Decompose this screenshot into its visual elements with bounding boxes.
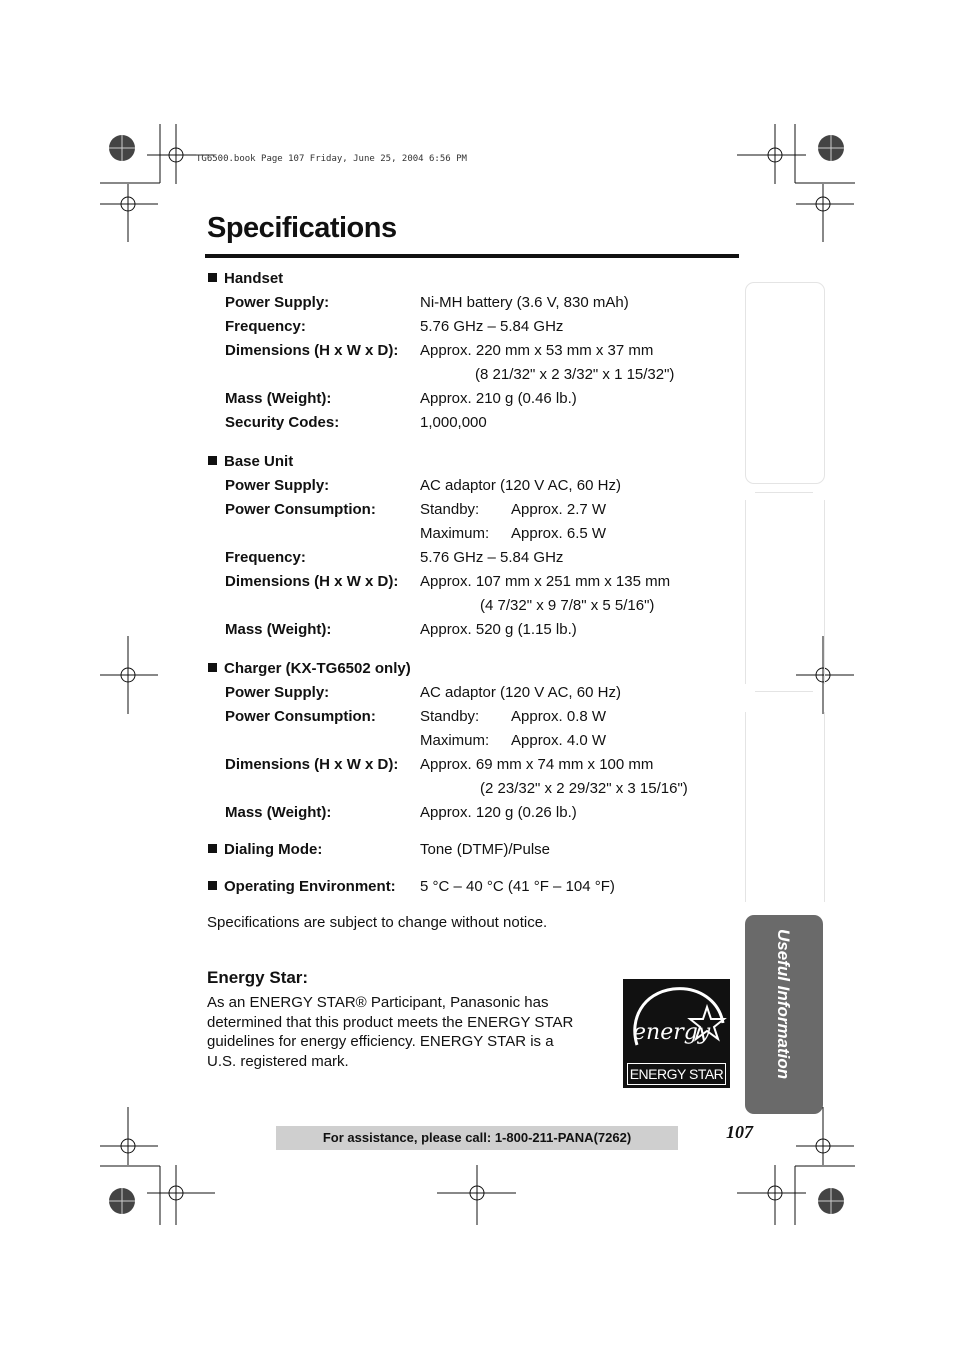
spec-label: Mass (Weight): bbox=[225, 621, 332, 638]
side-tab-useful-information[interactable] bbox=[745, 915, 823, 1114]
spec-value-inches: (2 23/32" x 2 29/32" x 3 15/16") bbox=[480, 780, 688, 797]
spec-label: Mass (Weight): bbox=[225, 390, 332, 407]
spec-value: Approx. 6.5 W bbox=[511, 525, 607, 542]
spec-value: Approx. 210 g (0.46 lb.) bbox=[420, 390, 577, 407]
spec-value: 5.76 GHz – 5.84 GHz bbox=[420, 318, 564, 335]
section-heading: Base Unit bbox=[224, 453, 294, 470]
page-number: 107 bbox=[726, 1122, 753, 1142]
bullet-square-icon bbox=[208, 881, 217, 890]
assistance-footer: For assistance, please call: 1-800-211-PANA(7262) bbox=[276, 1126, 678, 1150]
spec-value-inches: (4 7/32" x 9 7/8" x 5 5/16") bbox=[480, 597, 655, 614]
spec-value: 5.76 GHz – 5.84 GHz bbox=[420, 549, 564, 566]
spec-value: AC adaptor (120 V AC, 60 Hz) bbox=[420, 684, 621, 701]
spec-value: Approx. 120 g (0.26 lb.) bbox=[420, 804, 577, 821]
section-heading: Dialing Mode: bbox=[224, 841, 323, 858]
spec-sublabel: Standby: bbox=[420, 708, 480, 725]
spec-label: Dimensions (H x W x D): bbox=[225, 756, 399, 773]
energy-star-text-line: determined that this product meets the ENERGY STAR bbox=[207, 1014, 574, 1031]
section-base-unit bbox=[208, 453, 293, 470]
spec-label: Power Supply: bbox=[225, 684, 330, 701]
spec-value: Approx. 4.0 W bbox=[511, 732, 607, 749]
spec-label: Power Supply: bbox=[225, 294, 330, 311]
spec-value: Ni-MH battery (3.6 V, 830 mAh) bbox=[420, 294, 629, 311]
side-tab-label: Useful Information bbox=[774, 929, 793, 1080]
spec-value: AC adaptor (120 V AC, 60 Hz) bbox=[420, 477, 621, 494]
spec-value: Tone (DTMF)/Pulse bbox=[420, 841, 551, 858]
spec-sublabel: Maximum: bbox=[420, 525, 490, 542]
spec-label: Power Consumption: bbox=[225, 501, 376, 518]
section-heading: Handset bbox=[224, 270, 284, 287]
section-charger bbox=[208, 660, 411, 677]
side-tab-frame bbox=[745, 282, 825, 484]
spec-label: Power Supply: bbox=[225, 477, 330, 494]
spec-value: Approx. 220 mm x 53 mm x 37 mm bbox=[420, 342, 654, 359]
spec-label: Security Codes: bbox=[225, 414, 340, 431]
spec-value: Approx. 69 mm x 74 mm x 100 mm bbox=[420, 756, 654, 773]
side-tab-frame bbox=[745, 500, 825, 684]
side-tab-frame bbox=[745, 712, 825, 902]
spec-label: Dimensions (H x W x D): bbox=[225, 573, 399, 590]
title-rule bbox=[205, 254, 739, 258]
energy-script-text: energy bbox=[633, 1020, 711, 1045]
spec-value-inches: (8 21/32" x 2 3/32" x 1 15/32") bbox=[475, 366, 675, 383]
spec-sublabel: Standby: bbox=[420, 501, 480, 518]
spec-label: Frequency: bbox=[225, 549, 306, 566]
change-notice: Specifications are subject to change without notice. bbox=[207, 914, 548, 931]
spec-value: 1,000,000 bbox=[420, 414, 487, 431]
energy-star-text-line: As an ENERGY STAR® Participant, Panasonic has bbox=[207, 994, 549, 1011]
spec-value: Approx. 2.7 W bbox=[511, 501, 607, 518]
spec-value: Approx. 0.8 W bbox=[511, 708, 607, 725]
spec-label: Frequency: bbox=[225, 318, 306, 335]
spec-value: Approx. 107 mm x 251 mm x 135 mm bbox=[420, 573, 671, 590]
spec-value: Approx. 520 g (1.15 lb.) bbox=[420, 621, 577, 638]
section-dialing-mode bbox=[208, 841, 322, 858]
energy-star-text-line: U.S. registered mark. bbox=[207, 1053, 349, 1070]
section-handset bbox=[208, 270, 283, 287]
energy-star-logo bbox=[623, 979, 730, 1088]
spec-value: 5 °C – 40 °C (41 °F – 104 °F) bbox=[420, 878, 615, 895]
bullet-square-icon bbox=[208, 844, 217, 853]
bullet-square-icon bbox=[208, 456, 217, 465]
energy-star-text-line: guidelines for energy efficiency. ENERGY STAR is a bbox=[207, 1033, 554, 1050]
section-heading: Charger (KX-TG6502 only) bbox=[224, 660, 411, 677]
print-info-line: TG6500.book Page 107 Friday, June 25, 2004 6:56 PM bbox=[196, 154, 467, 164]
energy-star-logo-text: ENERGY STAR bbox=[627, 1063, 726, 1085]
spec-label: Power Consumption: bbox=[225, 708, 376, 725]
section-operating-environment bbox=[208, 878, 396, 895]
bullet-square-icon bbox=[208, 663, 217, 672]
spec-sublabel: Maximum: bbox=[420, 732, 490, 749]
spec-label: Mass (Weight): bbox=[225, 804, 332, 821]
page-title: Specifications bbox=[207, 212, 397, 244]
side-tab-divider bbox=[755, 691, 813, 692]
energy-star-emblem-icon bbox=[623, 979, 730, 1063]
energy-star-heading: Energy Star: bbox=[207, 968, 309, 987]
side-tab-divider bbox=[755, 492, 813, 493]
section-heading: Operating Environment: bbox=[224, 878, 396, 895]
bullet-square-icon bbox=[208, 273, 217, 282]
spec-label: Dimensions (H x W x D): bbox=[225, 342, 399, 359]
